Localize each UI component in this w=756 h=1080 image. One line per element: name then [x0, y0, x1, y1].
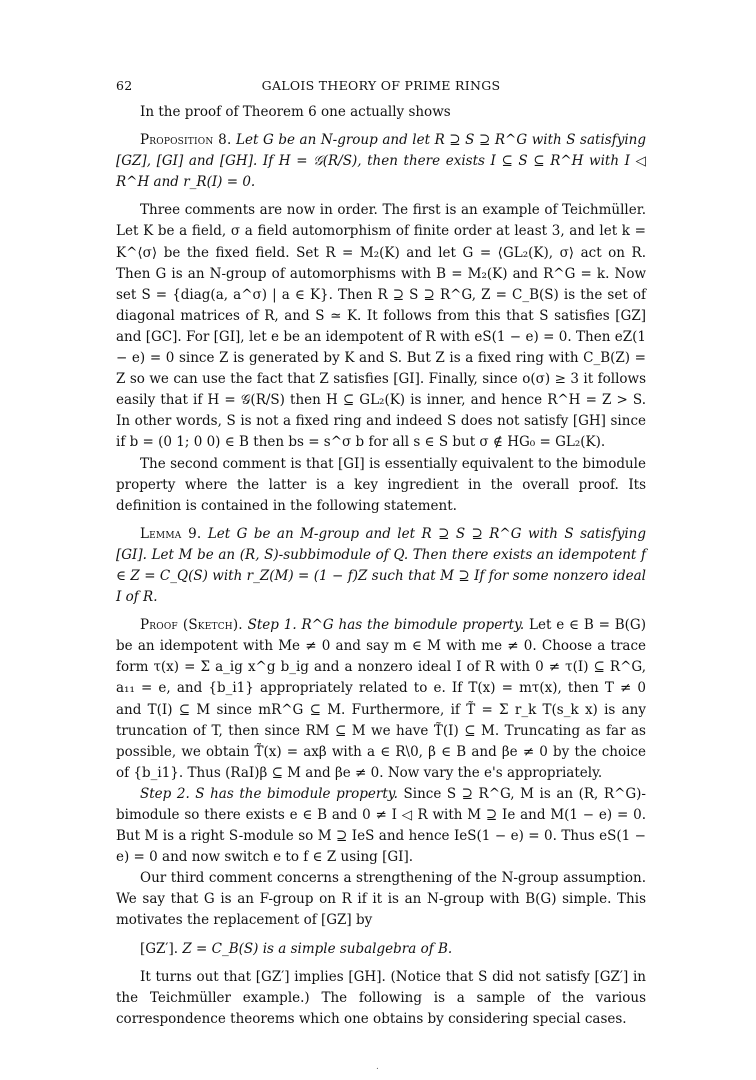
page-number: 62 [116, 78, 133, 93]
proof-step1-text: Let e ∈ B = B(G) be an idempotent with Me ≠ 0 and say m ∈ M with me ≠ 0. Choose a trace form τ(x) = Σ a_ig x^g b_ig and a nonzero ideal I of R with 0 ≠ τ(I) ⊆ R^G, a₁₁ = e, and {b_i1} appropriately related to e. If T(x) = mτ(x), then T ≠ 0 and T(I) ⊆ M since mR^G ⊆ M. Furthermore, if T̃ = Σ r_k T(s_k x) is any truncation of T, then since RM ⊆ M we have T̃(I) ⊆ M. Truncating as far as possible, we obtain T̃(x) = axβ with a ∈ R\0, β ∈ B and βe ≠ 0 by the choice of {b_i1}. Thus (RaI)β ⊆ M and βe ≠ 0. Now vary the e's appropriately. [116, 617, 646, 781]
condition-text: Z = C_B(S) is a simple subalgebra of B. [182, 940, 453, 957]
running-title: GALOIS THEORY OF PRIME RINGS [261, 78, 501, 93]
lemma-9 [116, 524, 646, 608]
page-body [116, 102, 646, 1030]
proof-step-1 [116, 615, 646, 784]
condition-label: [GZ′]. [140, 940, 179, 957]
proof-step-2 [116, 784, 646, 868]
proposition-8 [116, 130, 646, 193]
proof-step2-title: Step 2. S has the bimodule property. [140, 785, 398, 802]
third-comment-paragraph: Our third comment concerns a strengthening of the N-group assumption. We say that G is an F-group on R if it is an N-group with B(G) simple. This motivates the replacement of [GZ] by [116, 870, 646, 929]
proof-step1-title: Step 1. R^G has the bimodule property. [247, 617, 525, 634]
comment-paragraph-2: The second comment is that [GI] is essentially equivalent to the bimodule property where the latter is a key ingredient in the overall proof. Its definition is contained in the following statement. [116, 455, 646, 514]
comment-paragraph-1: Three comments are now in order. The first is an example of Teichmüller. Let K be a field, σ a field automorphism of finite order at least 3, and let k = K^⟨σ⟩ be the fixed field. Set R = M₂(K) and let G = ⟨GL₂(K), σ⟩ act on R. Then G is an N-group of automorphisms with B = M₂(K) and R^G = k. Now set S = {diag(a, a^σ) | a ∈ K}. Then R ⊇ S ⊇ R^G, Z = C_B(S) is the set of diagonal matrices of R, and S ≃ K. It follows from this that S satisfies [GZ] and [GC]. For [GI], let e be an idempotent of R with eS(1 − e) = 0. Then eZ(1 − e) = 0 since Z is generated by K and S. But Z is a fixed ring with C_B(Z) = Z so we can use the fact that Z satisfies [GI]. Finally, since o(σ) ≥ 3 it follows easily that if H = 𝒢(R/S) then H ⊆ GL₂(K) is inner, and hence R^H = Z > S. In other words, S is not a fixed ring and indeed S does not satisfy [GH] since if b = (0 1; 0 0) ∈ B then bs = s^σ b for all s ∈ S but σ ∉ HG₀ = GL₂(K). [116, 202, 646, 451]
condition-gz-prime [140, 939, 646, 960]
proposition-statement: Let G be an N-group and let R ⊇ S ⊇ R^G with S satisfying [GZ], [GI] and [GH]. If H = 𝒢(R/S), then there exists I ⊆ S ⊆ R^H with I ◁ R^H and r_R(I) = 0. [116, 132, 646, 191]
running-header [116, 78, 646, 98]
proof-label: Proof (Sketch). [140, 617, 243, 634]
page [116, 78, 646, 1030]
lemma-label: Lemma 9. [140, 525, 202, 542]
footer-mark: . [376, 1062, 379, 1072]
closing-paragraph: It turns out that [GZ′] implies [GH]. (Notice that S did not satisfy [GZ′] in the Teichmüller example.) The following is a sample of the various correspondence theorems which one obtains by considering special cases. [116, 968, 646, 1027]
intro-paragraph: In the proof of Theorem 6 one actually shows [140, 104, 451, 120]
proposition-label: Proposition 8. [140, 132, 232, 149]
lemma-statement: Let G be an M-group and let R ⊇ S ⊇ R^G with S satisfying [GI]. Let M be an (R, S)-subbimodule of Q. Then there exists an idempotent f ∈ Z = C_Q(S) with r_Z(M) = (1 − f)Z such that M ⊇ If for some nonzero ideal I of R. [116, 525, 646, 606]
proof-step2-text: Since S ⊇ R^G, M is an (R, R^G)-bimodule so there exists e ∈ B and 0 ≠ I ◁ R with M ⊇ Ie and M(1 − e) = 0. But M is a right S-module so M ⊇ IeS and hence IeS(1 − e) = 0. Thus eS(1 − e) = 0 and now switch e to f ∈ Z using [GI]. [116, 785, 646, 866]
